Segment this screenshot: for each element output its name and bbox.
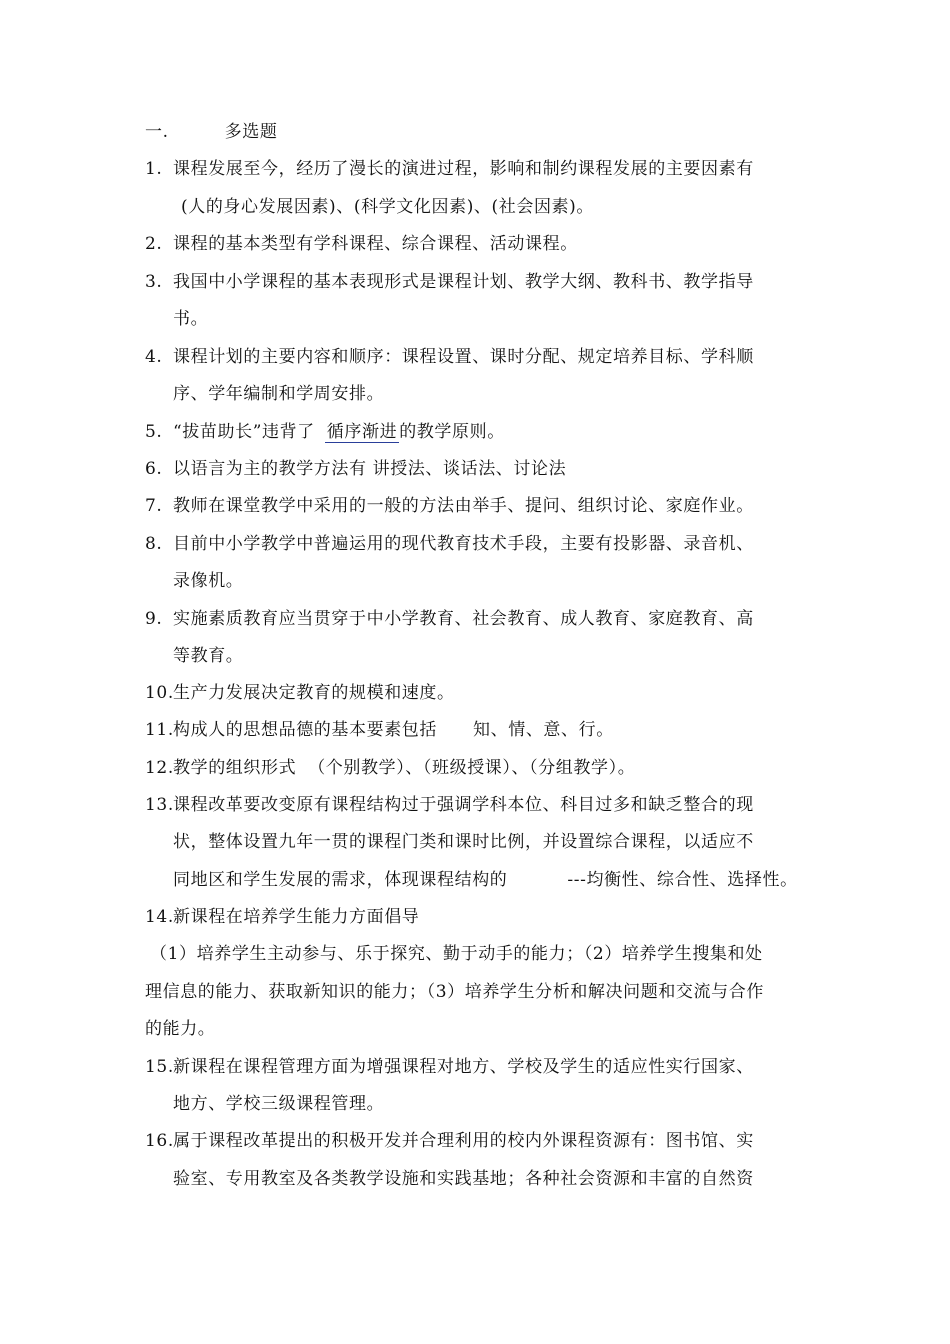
- list-item: [145, 1129, 754, 1153]
- item-text: 构成人的思想品德的基本要素包括 知、情、意、行。: [173, 720, 614, 740]
- list-item: [145, 756, 635, 780]
- item-number: 10.: [145, 683, 174, 703]
- item-number: 4.: [145, 347, 163, 367]
- item-number: 12.: [145, 758, 174, 778]
- paragraph-line: 的能力。: [145, 1019, 216, 1039]
- item-number: 1.: [145, 159, 163, 179]
- list-item: [145, 1055, 754, 1079]
- item-text: 课程发展至今，经历了漫长的演进过程，影响和制约课程发展的主要因素有: [173, 159, 754, 179]
- item-text: 我国中小学课程的基本表现形式是课程计划、教学大纲、教科书、教学指导: [173, 272, 754, 292]
- list-item: [145, 607, 754, 631]
- section-number: 一.: [145, 122, 169, 142]
- blank-answer: 循序渐进: [326, 422, 398, 442]
- list-item: [145, 345, 754, 369]
- item-number: 6.: [145, 459, 163, 479]
- item-text-after: 的教学原则。: [399, 422, 505, 442]
- list-item: [145, 718, 614, 742]
- item-number: 9.: [145, 609, 163, 629]
- item-number: 16.: [145, 1131, 174, 1151]
- item-text-continued: 序、学年编制和学周安排。: [173, 384, 385, 404]
- list-item: [145, 420, 505, 444]
- item-text-continued: 同地区和学生发展的需求，体现课程结构的 ---均衡性、综合性、选择性。: [173, 870, 798, 890]
- item-text-continued: 地方、学校三级课程管理。: [173, 1094, 385, 1114]
- paragraph-line: 理信息的能力、获取新知识的能力；（3）培养学生分析和解决问题和交流与合作: [145, 982, 764, 1002]
- item-text-continued: (人的身心发展因素)、(科学文化因素)、(社会因素)。: [181, 197, 594, 217]
- item-text-continued: 验室、专用教室及各类教学设施和实践基地；各种社会资源和丰富的自然资: [173, 1169, 754, 1189]
- paragraph-line: （1）培养学生主动参与、乐于探究、勤于动手的能力；（2）培养学生搜集和处: [150, 944, 763, 964]
- item-text: “拔苗助长”违背了: [173, 422, 315, 442]
- item-text: 教学的组织形式 （个别教学）、（班级授课）、（分组教学）。: [173, 758, 636, 778]
- item-number: 14.: [145, 907, 174, 927]
- list-item: [145, 494, 754, 518]
- item-text: 以语言为主的教学方法有 讲授法、谈话法、讨论法: [173, 459, 567, 479]
- item-text: 新课程在培养学生能力方面倡导: [173, 907, 420, 927]
- list-item: [145, 157, 754, 181]
- item-number: 15.: [145, 1057, 174, 1077]
- section-title: 多选题: [224, 122, 278, 142]
- item-number: 5.: [145, 422, 163, 442]
- item-text-continued: 状，整体设置九年一贯的课程门类和课时比例，并设置综合课程，以适应不: [173, 832, 754, 852]
- item-text: 课程改革要改变原有课程结构过于强调学科本位、科目过多和缺乏整合的现: [173, 795, 754, 815]
- item-text: 教师在课堂教学中采用的一般的方法由举手、提问、组织讨论、家庭作业。: [173, 496, 754, 516]
- list-item: [145, 232, 578, 256]
- item-number: 2.: [145, 234, 163, 254]
- list-item: [145, 905, 419, 929]
- item-text-continued: 等教育。: [173, 646, 244, 666]
- item-text: 生产力发展决定教育的规模和速度。: [173, 683, 455, 703]
- item-number: 11.: [145, 720, 174, 740]
- item-number: 7.: [145, 496, 163, 516]
- list-item: [145, 681, 455, 705]
- item-text: 新课程在课程管理方面为增强课程对地方、学校及学生的适应性实行国家、: [173, 1057, 754, 1077]
- list-item: [145, 532, 754, 556]
- item-text-continued: 录像机。: [173, 571, 244, 591]
- item-number: 3.: [145, 272, 163, 292]
- list-item: [145, 457, 566, 481]
- section-heading: [145, 120, 277, 144]
- item-text: 属于课程改革提出的积极开发并合理利用的校内外课程资源有：图书馆、实: [173, 1131, 754, 1151]
- item-number: 13.: [145, 795, 174, 815]
- list-item: [145, 270, 754, 294]
- item-text: 课程的基本类型有学科课程、综合课程、活动课程。: [173, 234, 578, 254]
- item-text: 目前中小学教学中普遍运用的现代教育技术手段，主要有投影器、录音机、: [173, 534, 754, 554]
- list-item: [145, 793, 754, 817]
- item-text: 课程计划的主要内容和顺序：课程设置、课时分配、规定培养目标、学科顺: [173, 347, 754, 367]
- item-text-continued: 书。: [173, 309, 209, 329]
- item-text: 实施素质教育应当贯穿于中小学教育、社会教育、成人教育、家庭教育、高: [173, 609, 754, 629]
- item-number: 8.: [145, 534, 163, 554]
